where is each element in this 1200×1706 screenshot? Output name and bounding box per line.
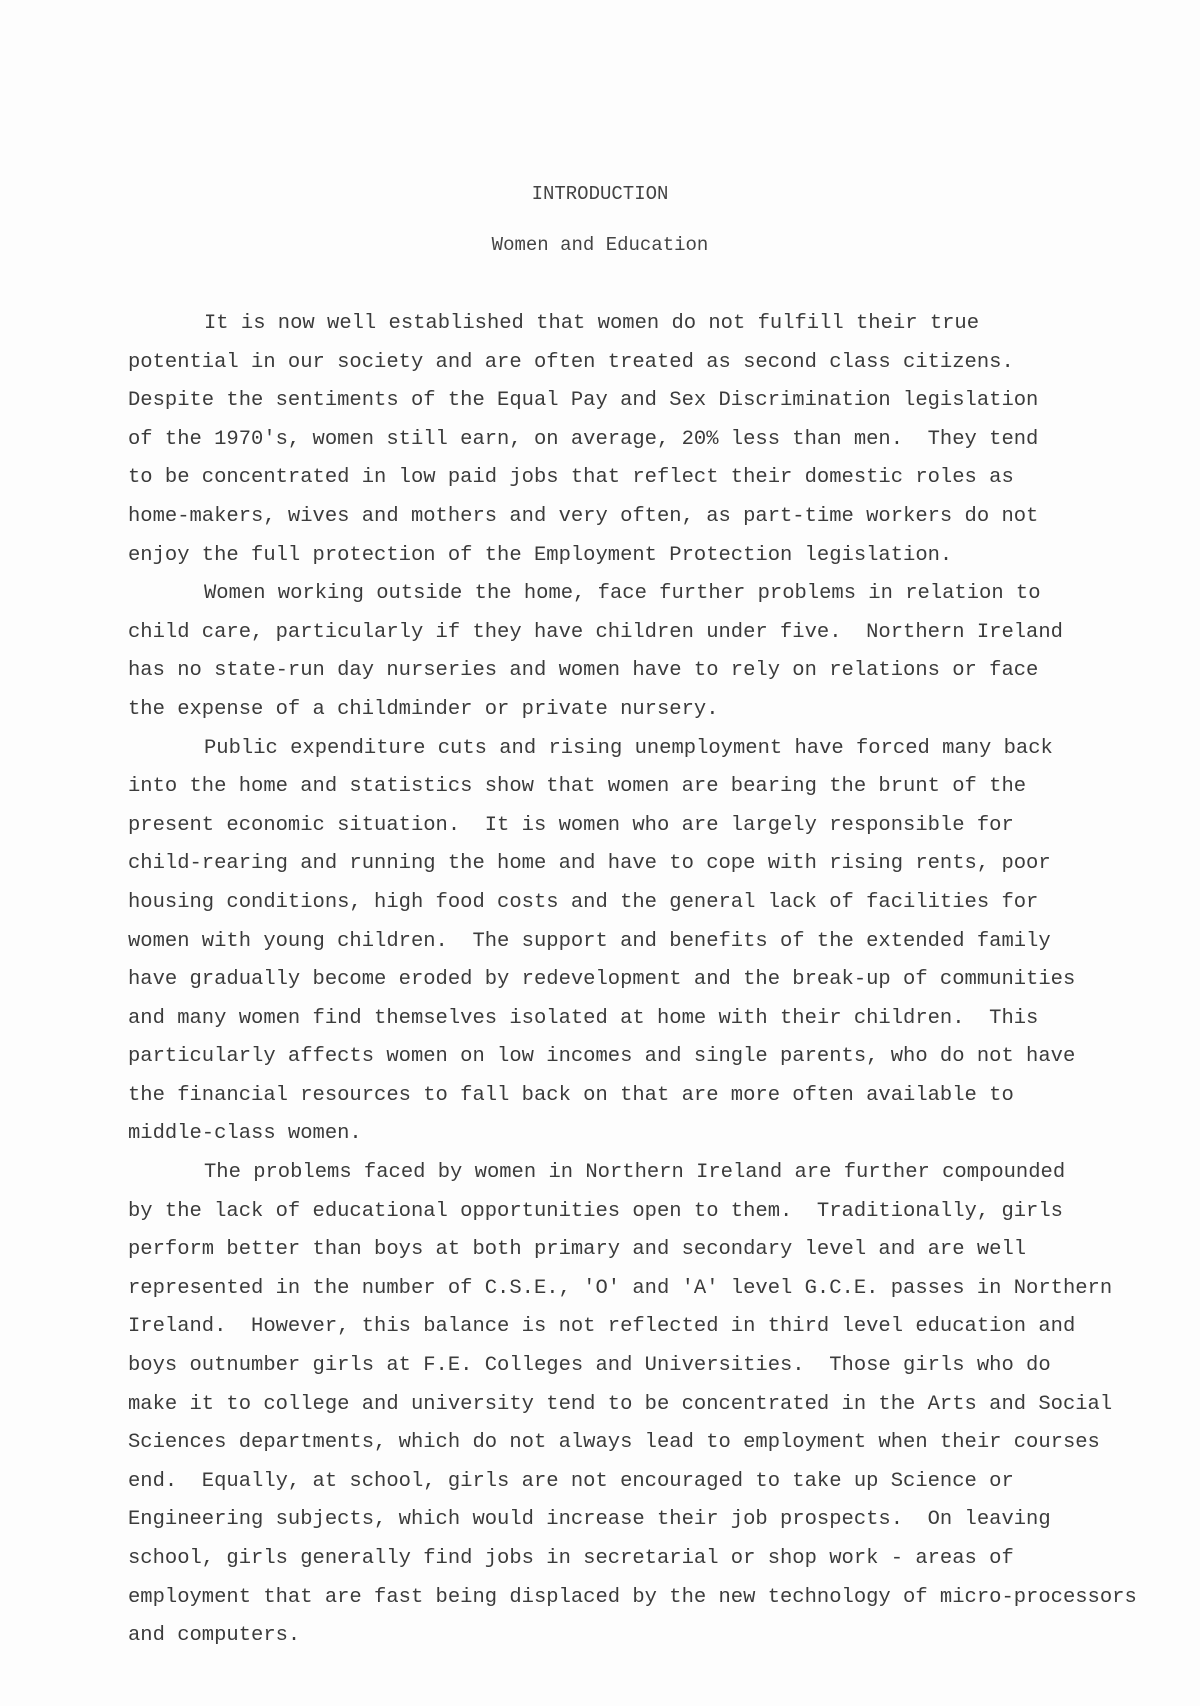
text-line: Sciences departments, which do not always lead to employment when their courses: [128, 1431, 1100, 1455]
text-line: into the home and statistics show that women are bearing the brunt of the: [128, 775, 1027, 799]
text-line: The problems faced by women in Northern Ireland are further compounded: [204, 1161, 1066, 1185]
paragraph: [128, 730, 1168, 1155]
text-line: Women working outside the home, face further problems in relation to: [204, 582, 1041, 606]
text-line: and many women find themselves isolated at home with their children. This: [128, 1006, 1039, 1030]
text-line: It is now well established that women do not fulfill their true: [204, 312, 980, 335]
text-line: perform better than boys at both primary and secondary level and are well: [128, 1238, 1027, 1262]
text-line: to be concentrated in low paid jobs that reflect their domestic roles as: [128, 466, 1014, 490]
text-line: women with young children. The support and benefits of the extended family: [128, 929, 1051, 953]
document-title: INTRODUCTION: [531, 183, 669, 205]
text-line: employment that are fast being displaced by the new technology of micro-processors: [128, 1585, 1137, 1609]
text-line: housing conditions, high food costs and the general lack of facilities for: [128, 890, 1039, 914]
paragraph: [128, 575, 1168, 729]
text-line: of the 1970's, women still earn, on average, 20% less than men. They tend: [128, 427, 1039, 451]
text-line: the expense of a childminder or private nursery.: [128, 697, 719, 721]
text-line: end. Equally, at school, girls are not encouraged to take up Science or: [128, 1469, 1014, 1493]
text-line: have gradually become eroded by redevelopment and the break-up of communities: [128, 968, 1076, 992]
text-line: boys outnumber girls at F.E. Colleges and Universities. Those girls who do: [128, 1354, 1051, 1378]
text-line: child-rearing and running the home and have to cope with rising rents, poor: [128, 852, 1051, 876]
text-line: Engineering subjects, which would increase their job prospects. On leaving: [128, 1508, 1051, 1532]
paragraph: [128, 305, 1168, 575]
text-line: child care, particularly if they have children under five. Northern Ireland: [128, 620, 1063, 644]
text-line: Despite the sentiments of the Equal Pay and Sex Discrimination legislation: [128, 389, 1039, 413]
text-line: has no state-run day nurseries and women have to rely on relations or face: [128, 659, 1039, 683]
text-line: present economic situation. It is women who are largely responsible for: [128, 813, 1014, 837]
text-line: and computers.: [128, 1624, 301, 1648]
text-line: middle-class women.: [128, 1122, 362, 1146]
body-text: [128, 305, 1168, 1656]
text-line: home-makers, wives and mothers and very often, as part-time workers do not: [128, 504, 1039, 528]
text-line: enjoy the full protection of the Employment Protection legislation.: [128, 543, 953, 567]
text-line: Ireland. However, this balance is not reflected in third level education and: [128, 1315, 1076, 1339]
text-line: Public expenditure cuts and rising unemployment have forced many back: [204, 736, 1053, 760]
text-line: by the lack of educational opportunities open to them. Traditionally, girls: [128, 1199, 1063, 1223]
paragraph: [128, 1154, 1168, 1656]
text-line: the financial resources to fall back on that are more often available to: [128, 1083, 1014, 1107]
text-line: school, girls generally find jobs in secretarial or shop work - areas of: [128, 1547, 1014, 1570]
text-line: particularly affects women on low incomes and single parents, who do not have: [128, 1045, 1076, 1069]
document-subtitle: Women and Education: [491, 234, 709, 256]
text-line: represented in the number of C.S.E., 'O' and 'A' level G.C.E. passes in Northern: [128, 1276, 1113, 1300]
text-line: potential in our society and are often treated as second class citizens.: [128, 350, 1014, 374]
text-line: make it to college and university tend to be concentrated in the Arts and Social: [128, 1392, 1113, 1416]
